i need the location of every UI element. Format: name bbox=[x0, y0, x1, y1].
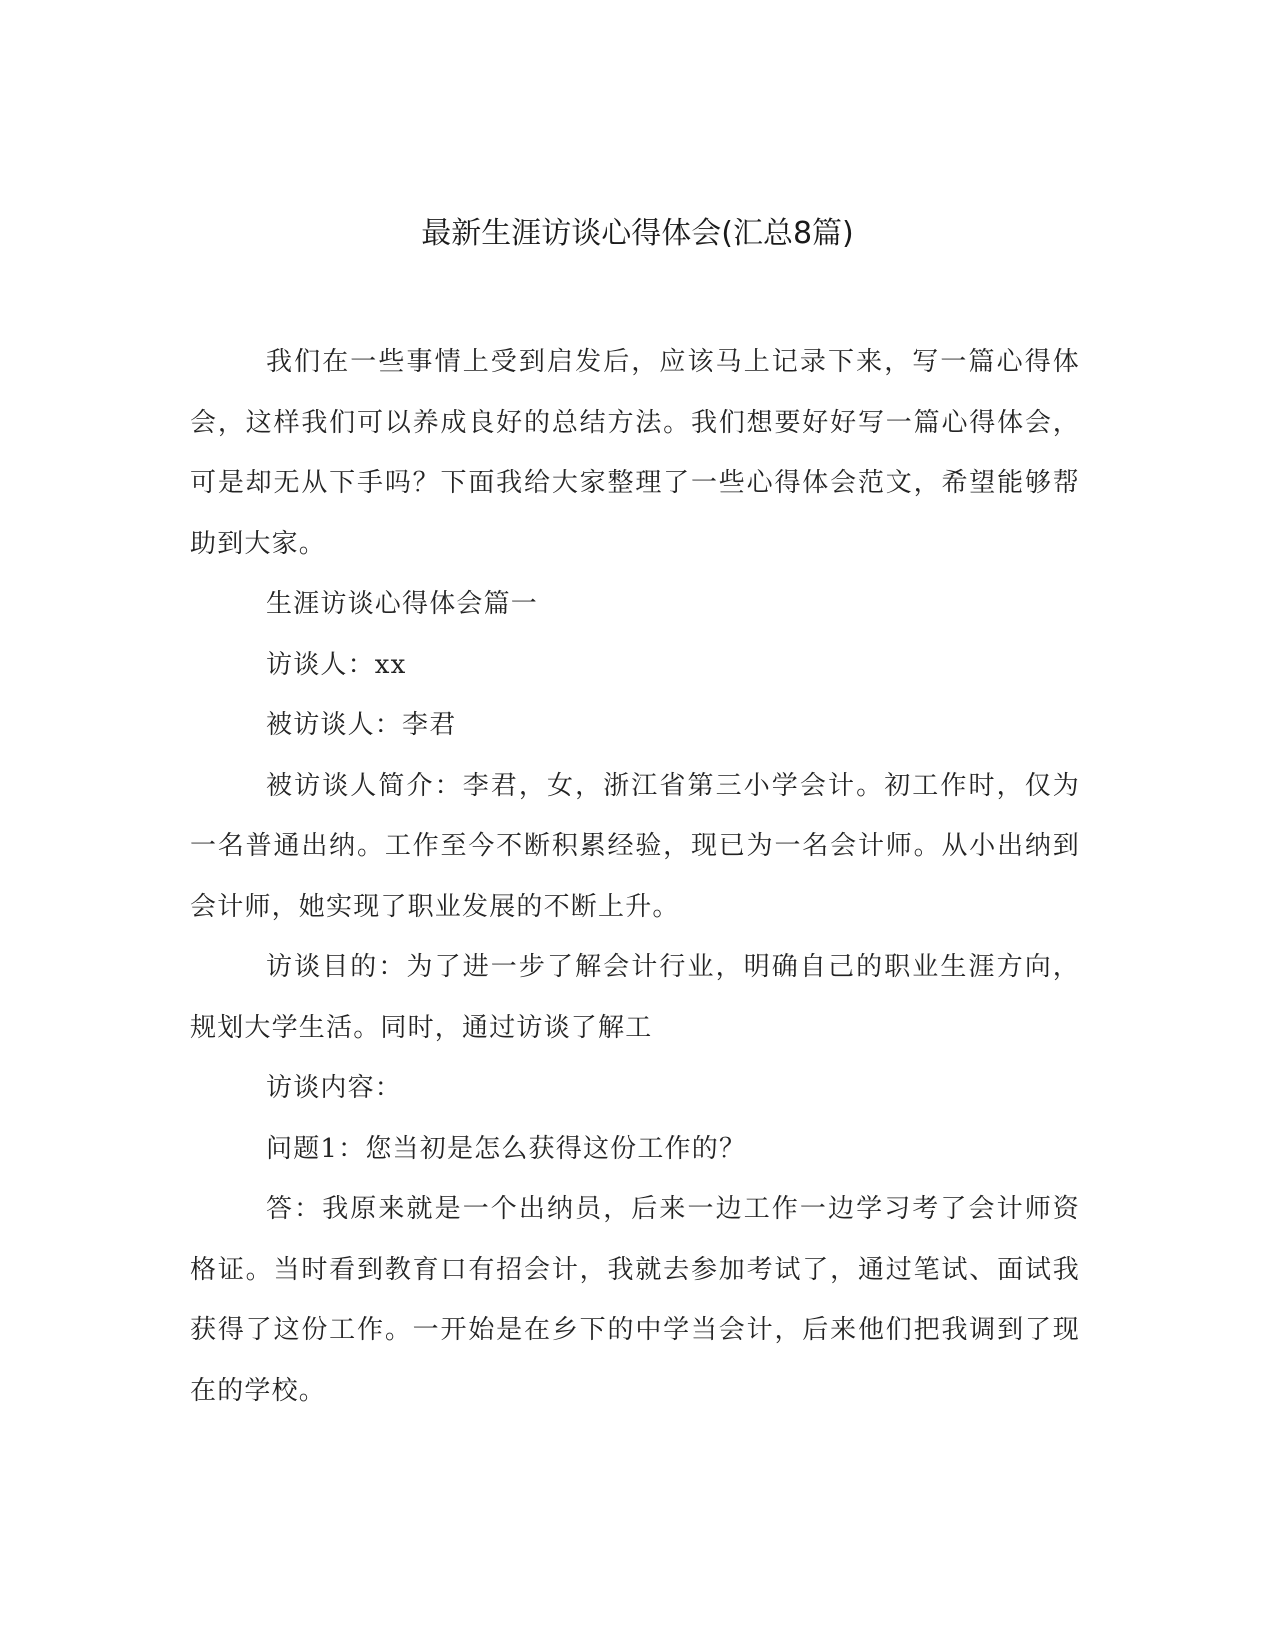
answer-1: 答：我原来就是一个出纳员，后来一边工作一边学习考了会计师资格证。当时看到教育口有招会计，我就去参加考试了，通过笔试、面试我获得了这份工作。一开始是在乡下的中学当会计，后来他们把我调到了现在的学校。 bbox=[190, 1194, 1080, 1406]
question-1: 问题1：您当初是怎么获得这份工作的？ bbox=[266, 1133, 747, 1164]
interview-content-label: 访谈内容： bbox=[266, 1073, 403, 1103]
interviewer-line: 访谈人：xx bbox=[266, 649, 407, 680]
interviewee-line: 被访谈人：李君 bbox=[266, 710, 457, 740]
document-title: 最新生涯访谈心得体会(汇总8篇) bbox=[421, 216, 854, 251]
intro-paragraph: 我们在一些事情上受到启发后，应该马上记录下来，写一篇心得体会，这样我们可以养成良好的总结方法。我们想要好好写一篇心得体会，可是却无从下手吗？下面我给大家整理了一些心得体会范文，希望能够帮助到大家。 bbox=[190, 347, 1080, 559]
section-heading: 生涯访谈心得体会篇一 bbox=[266, 589, 539, 619]
interview-purpose-paragraph: 访谈目的：为了进一步了解会计行业，明确自己的职业生涯方向，规划大学生活。同时，通过访谈了解工 bbox=[190, 952, 1080, 1043]
document-body bbox=[190, 332, 1080, 1421]
interviewee-profile-paragraph: 被访谈人简介：李君，女，浙江省第三小学会计。初工作时，仅为一名普通出纳。工作至今不断积累经验，现已为一名会计师。从小出纳到会计师，她实现了职业发展的不断上升。 bbox=[190, 770, 1080, 922]
